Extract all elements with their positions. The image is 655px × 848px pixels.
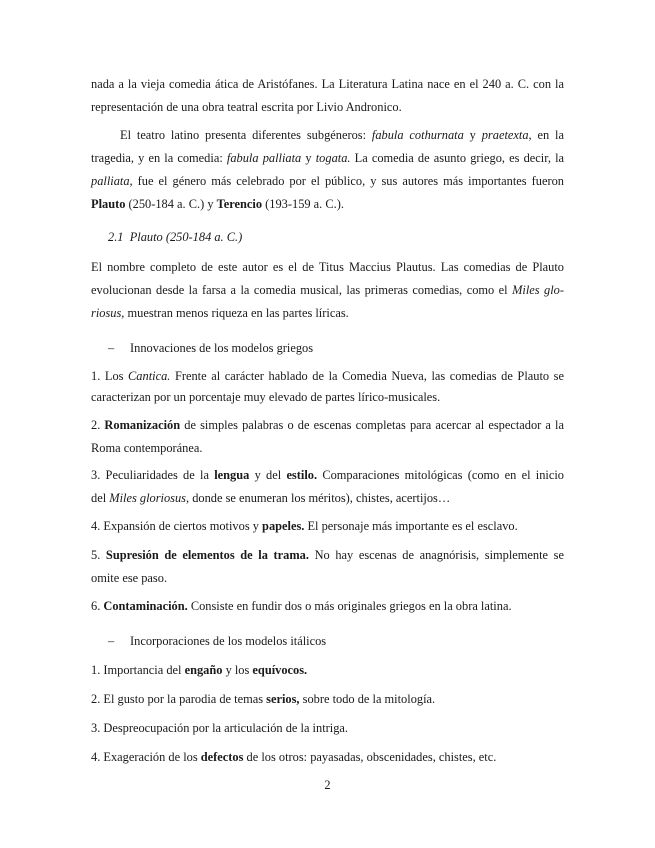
term: Miles gloriosus, <box>109 491 190 505</box>
text: 1. Importancia del <box>91 663 185 677</box>
section-title: Plauto (250-184 a. C.) <box>129 230 243 244</box>
text: fue el género más celebrado por el público, y sus autores más importantes fueron <box>132 174 564 188</box>
paragraph-line <box>91 99 402 115</box>
term: papeles. <box>262 519 305 533</box>
term: fabula palliata <box>226 151 302 165</box>
term: riosus, <box>91 306 125 320</box>
term: togata. <box>315 151 351 165</box>
text: caracterizan por un porcentaje muy elevado de partes lírico-musicales. <box>91 390 441 404</box>
text: tragedia, y en la comedia: <box>91 151 227 165</box>
term: Romanización <box>104 418 181 432</box>
text: Roma contemporánea. <box>91 441 203 455</box>
list-item <box>91 570 167 586</box>
list-item <box>91 749 496 765</box>
term: praetexta, <box>481 128 532 142</box>
text: evolucionan desde la farsa a la comedia musical, las primeras comedias, como el <box>91 283 513 297</box>
term: defectos <box>200 750 244 764</box>
paragraph-line <box>91 173 564 189</box>
paragraph-line <box>91 76 564 92</box>
text: y del <box>249 468 287 482</box>
text: 2. <box>91 418 105 432</box>
list-item <box>91 389 440 405</box>
text: La comedia de asunto griego, es decir, la <box>350 151 565 165</box>
text: 6. <box>91 599 104 613</box>
paragraph-line <box>91 150 564 166</box>
dash-bullet: – <box>108 341 115 355</box>
term: equívocos. <box>252 663 308 677</box>
author-name: Terencio <box>216 197 263 211</box>
text: donde se enumeran los méritos), chistes, acertijos… <box>189 491 451 505</box>
text: 4. Exageración de los <box>91 750 201 764</box>
list-item <box>91 417 564 433</box>
term: lengua <box>214 468 250 482</box>
text: de los otros: payasadas, obscenidades, chistes, etc. <box>243 750 497 764</box>
text: del <box>91 491 110 505</box>
section-heading <box>108 229 242 245</box>
term: serios, <box>266 692 300 706</box>
text: No hay escenas de anagnórisis, simplemente se <box>308 548 564 562</box>
text: y <box>463 128 482 142</box>
section-number: 2.1 <box>108 230 124 244</box>
text: y los <box>222 663 253 677</box>
text: 3. Peculiaridades de la <box>91 468 215 482</box>
list-item <box>91 467 564 483</box>
list-item <box>91 598 512 614</box>
text: (250-184 a. C.) y <box>125 197 217 211</box>
text: 5. <box>91 548 106 562</box>
list-title: Incorporaciones de los modelos itálicos <box>130 634 327 648</box>
text: 3. Despreocupación por la articulación de la intriga. <box>91 721 349 735</box>
author-name: Plauto <box>91 197 126 211</box>
text: omite ese paso. <box>91 571 168 585</box>
text: (193-159 a. C.). <box>262 197 344 211</box>
dash-bullet: – <box>108 634 115 648</box>
term: Cantica. <box>128 369 171 383</box>
text: representación de una obra teatral escrita por Livio Andronico. <box>91 100 402 114</box>
term: fabula cothurnata <box>371 128 464 142</box>
paragraph-line <box>91 305 349 321</box>
text: El teatro latino presenta diferentes subgéneros: <box>120 128 372 142</box>
list-heading <box>108 340 313 356</box>
text: sobre todo de la mitología. <box>299 692 436 706</box>
text: 2. El gusto por la parodia de temas <box>91 692 267 706</box>
text: muestran menos riqueza en las partes líricas. <box>124 306 349 320</box>
term: Miles glo- <box>512 283 564 297</box>
text: nada a la vieja comedia ática de Aristófanes. La Literatura Latina nace en el 240 a. C. con la <box>91 77 564 91</box>
text: de simples palabras o de escenas completas para acercar al espectador a la <box>180 418 565 432</box>
text: Comparaciones mitológicas (como en el inicio <box>317 468 564 482</box>
text: Frente al carácter hablado de la Comedia Nueva, las comedias de Plauto se <box>170 369 565 383</box>
paragraph-line <box>91 282 564 298</box>
term: estilo. <box>286 468 318 482</box>
list-item <box>91 662 307 678</box>
text: en la <box>531 128 564 142</box>
text: y <box>301 151 316 165</box>
text: Consiste en fundir dos o más originales griegos en la obra latina. <box>187 599 512 613</box>
term: Supresión de elementos de la trama. <box>105 548 309 562</box>
text: El personaje más importante es el esclavo. <box>304 519 518 533</box>
paragraph-line <box>120 127 564 143</box>
term: engaño <box>184 663 223 677</box>
list-item <box>91 440 202 456</box>
paragraph-line <box>91 196 344 212</box>
text: 1. Los <box>91 369 129 383</box>
page-number: 2 <box>324 778 331 792</box>
list-item <box>91 720 348 736</box>
term: palliata, <box>91 174 133 188</box>
term: Contaminación. <box>103 599 188 613</box>
text: El nombre completo de este autor es el de Titus Maccius Plautus. Las comedias de Plauto <box>91 260 564 274</box>
list-item <box>91 368 564 384</box>
list-item <box>91 518 518 534</box>
list-item <box>91 547 564 563</box>
text: 4. Expansión de ciertos motivos y <box>91 519 263 533</box>
list-item <box>91 691 435 707</box>
paragraph-line <box>91 259 564 275</box>
list-title: Innovaciones de los modelos griegos <box>130 341 314 355</box>
list-item <box>91 490 450 506</box>
list-heading <box>108 633 326 649</box>
